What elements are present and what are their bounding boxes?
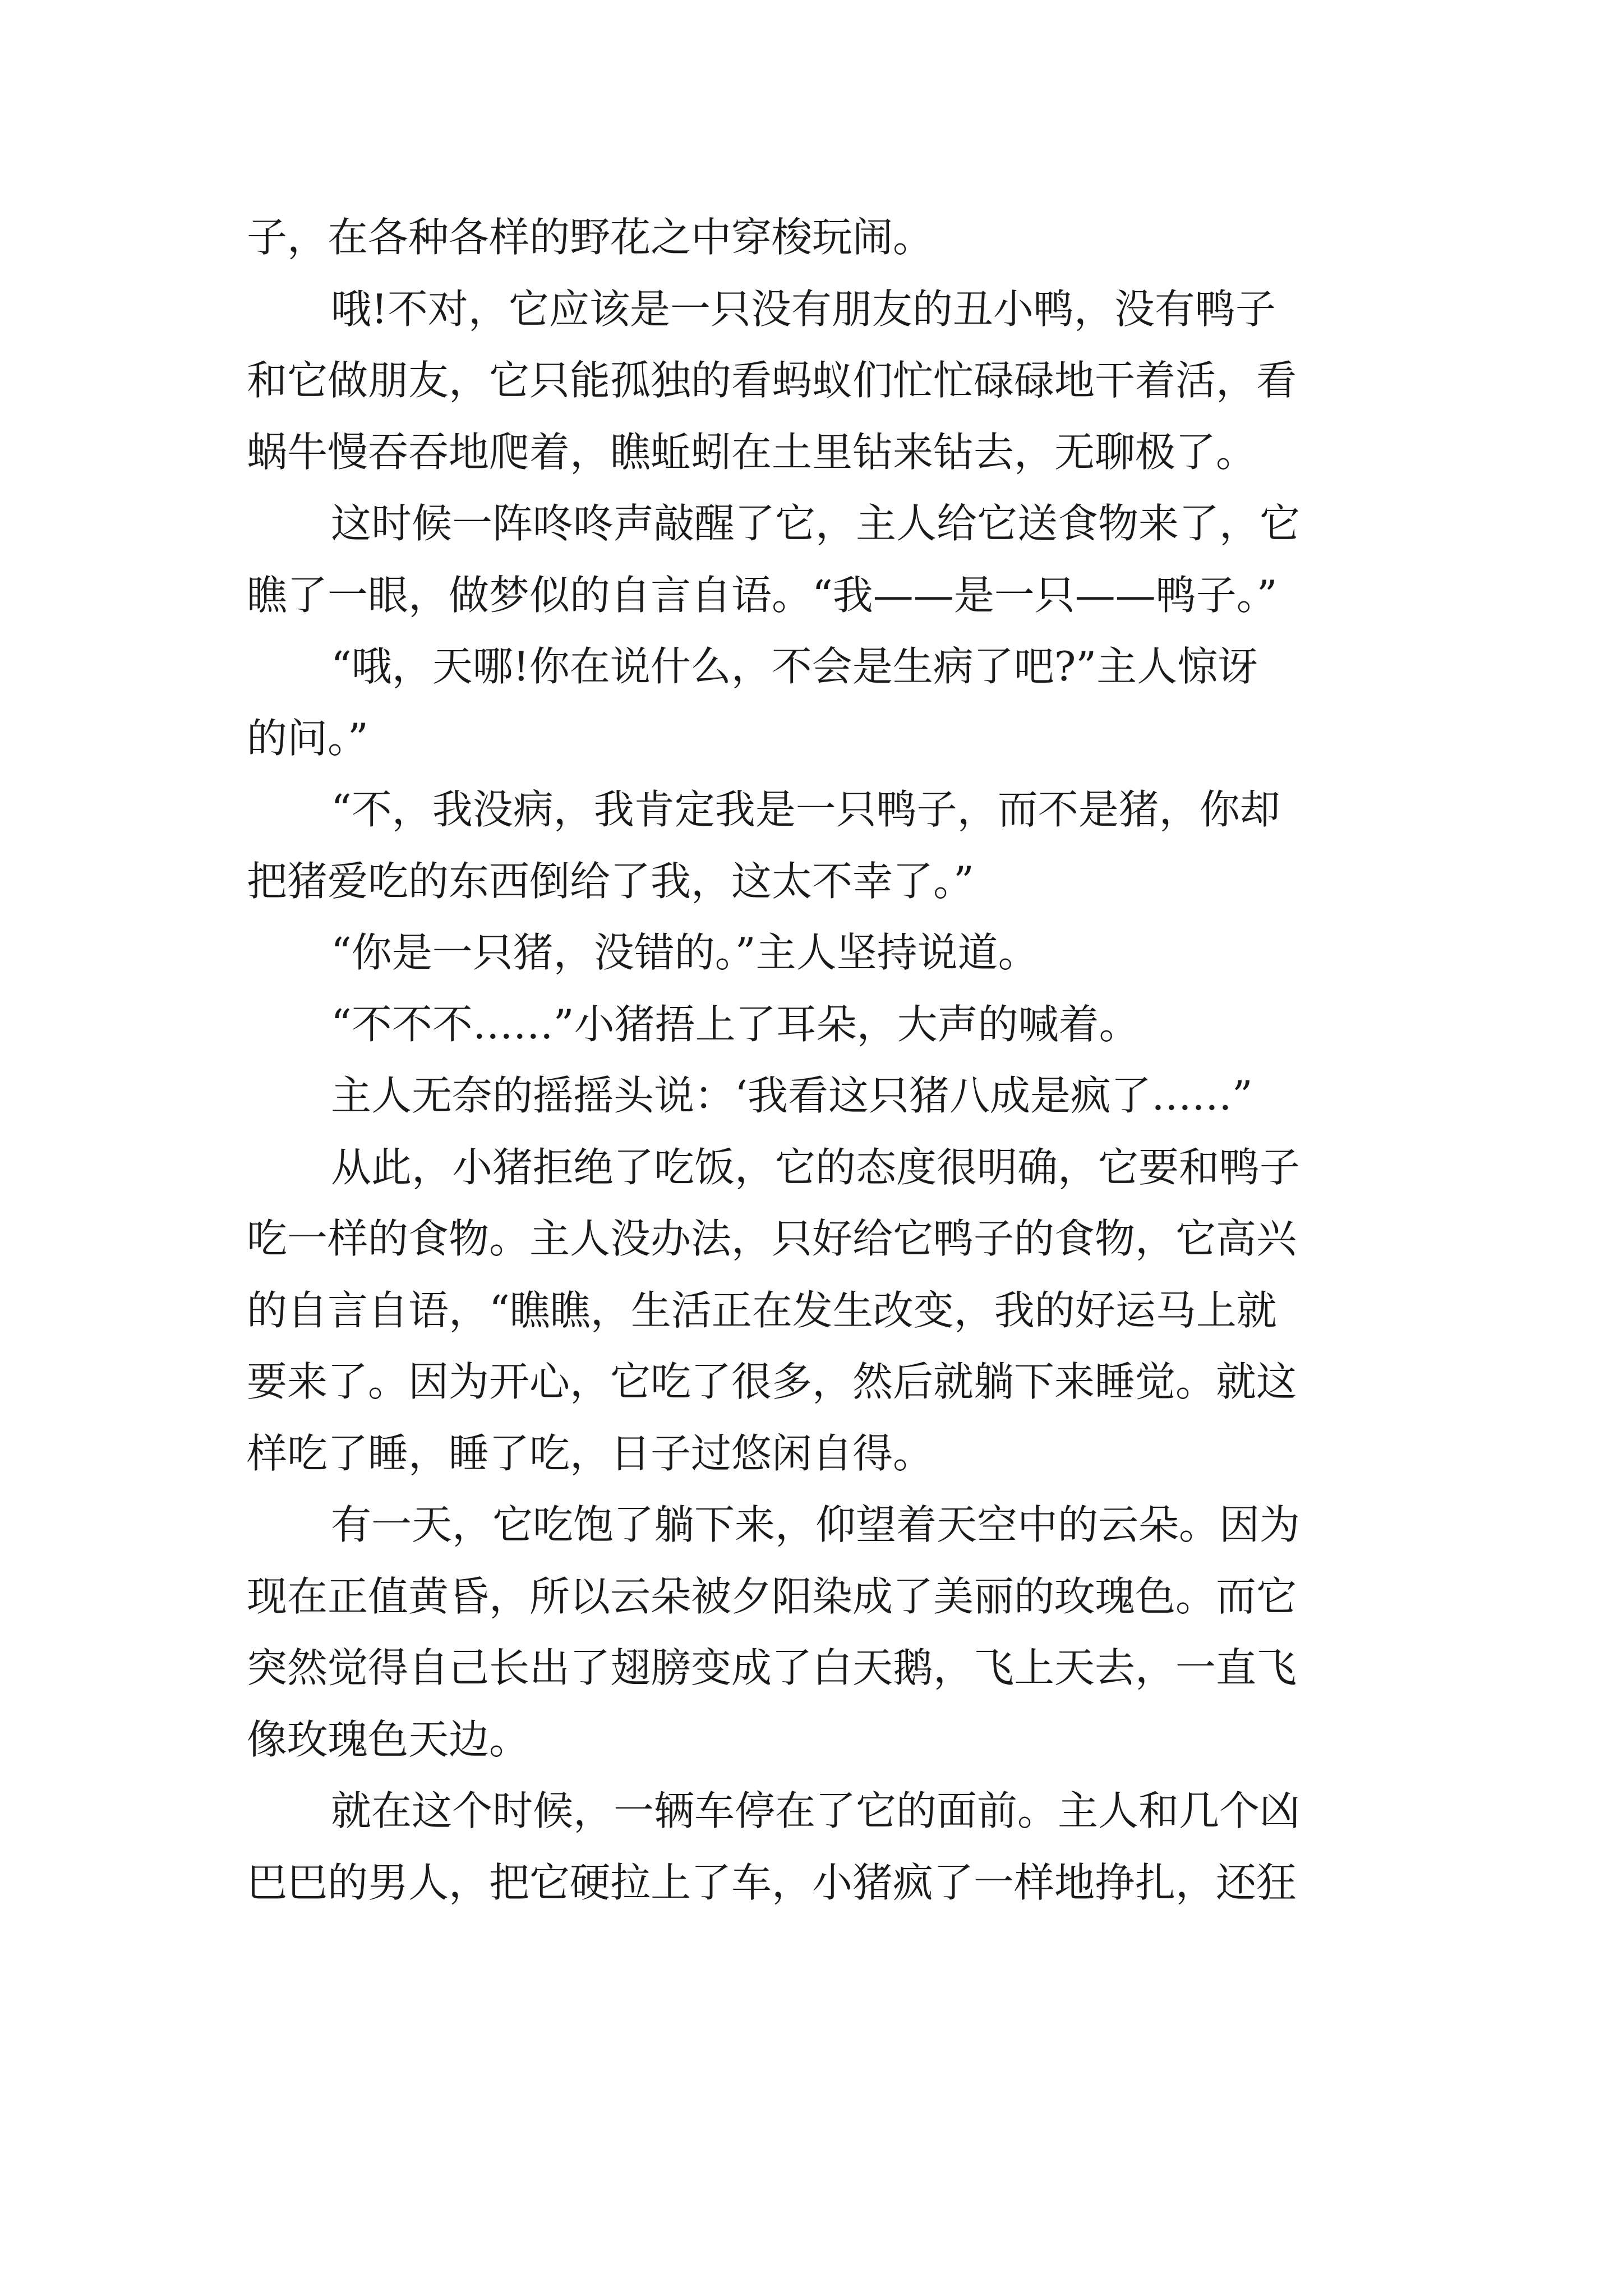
text-line: 像玫瑰色天边。 — [247, 1715, 530, 1763]
text-line: 主人无奈的摇摇头说：‘我看这只猪八成是疯了……” — [331, 1072, 1253, 1119]
text-line: 的自言自语，“瞧瞧，生活正在发生改变，我的好运马上就 — [247, 1286, 1277, 1334]
text-line: 样吃了睡，睡了吃，日子过悠闲自得。 — [247, 1429, 934, 1477]
text-line: “哦，天哪!你在说什么，不会是生病了吧?”主人惊讶 — [331, 643, 1258, 690]
text-line: 子，在各种各样的野花之中穿梭玩闹。 — [247, 214, 934, 261]
text-line: “不，我没病，我肯定我是一只鸭子，而不是猪，你却 — [331, 786, 1280, 833]
text-line: 把猪爱吃的东西倒给了我，这太不幸了。” — [247, 857, 974, 905]
text-line: 突然觉得自己长出了翅膀变成了白天鹅，飞上天去，一直飞 — [247, 1644, 1297, 1691]
text-line: 有一天，它吃饱了躺下来，仰望着天空中的云朵。因为 — [331, 1501, 1301, 1548]
text-line: 这时候一阵咚咚声敲醒了它，主人给它送食物来了，它 — [331, 500, 1301, 547]
text-line: 和它做朋友，它只能孤独的看蚂蚁们忙忙碌碌地干着活，看 — [247, 357, 1297, 404]
text-line: 的问。” — [247, 714, 368, 762]
text-line: 现在正值黄昏，所以云朵被夕阳染成了美丽的玫瑰色。而它 — [247, 1572, 1297, 1620]
text-line: 要来了。因为开心，它吃了很多，然后就躺下来睡觉。就这 — [247, 1358, 1297, 1405]
text-line: 就在这个时候，一辆车停在了它的面前。主人和几个凶 — [331, 1787, 1301, 1834]
text-line: “不不不……”小猪捂上了耳朵，大声的喊着。 — [331, 1000, 1140, 1048]
text-line: 从此，小猪拒绝了吃饭，它的态度很明确，它要和鸭子 — [331, 1143, 1301, 1191]
text-line: 瞧了一眼，做梦似的自言自语。“我——是一只——鸭子。” — [247, 571, 1278, 619]
text-line: 吃一样的食物。主人没办法，只好给它鸭子的食物，它高兴 — [247, 1215, 1297, 1262]
text-line: 哦!不对，它应该是一只没有朋友的丑小鸭，没有鸭子 — [331, 285, 1276, 333]
text-line: “你是一只猪，没错的。”主人坚持说道。 — [331, 929, 1039, 976]
story-text — [247, 202, 1385, 1918]
text-line: 巴巴的男人，把它硬拉上了车，小猪疯了一样地挣扎，还狂 — [247, 1858, 1297, 1906]
text-line: 蜗牛慢吞吞地爬着，瞧蚯蚓在土里钻来钻去，无聊极了。 — [247, 428, 1257, 476]
